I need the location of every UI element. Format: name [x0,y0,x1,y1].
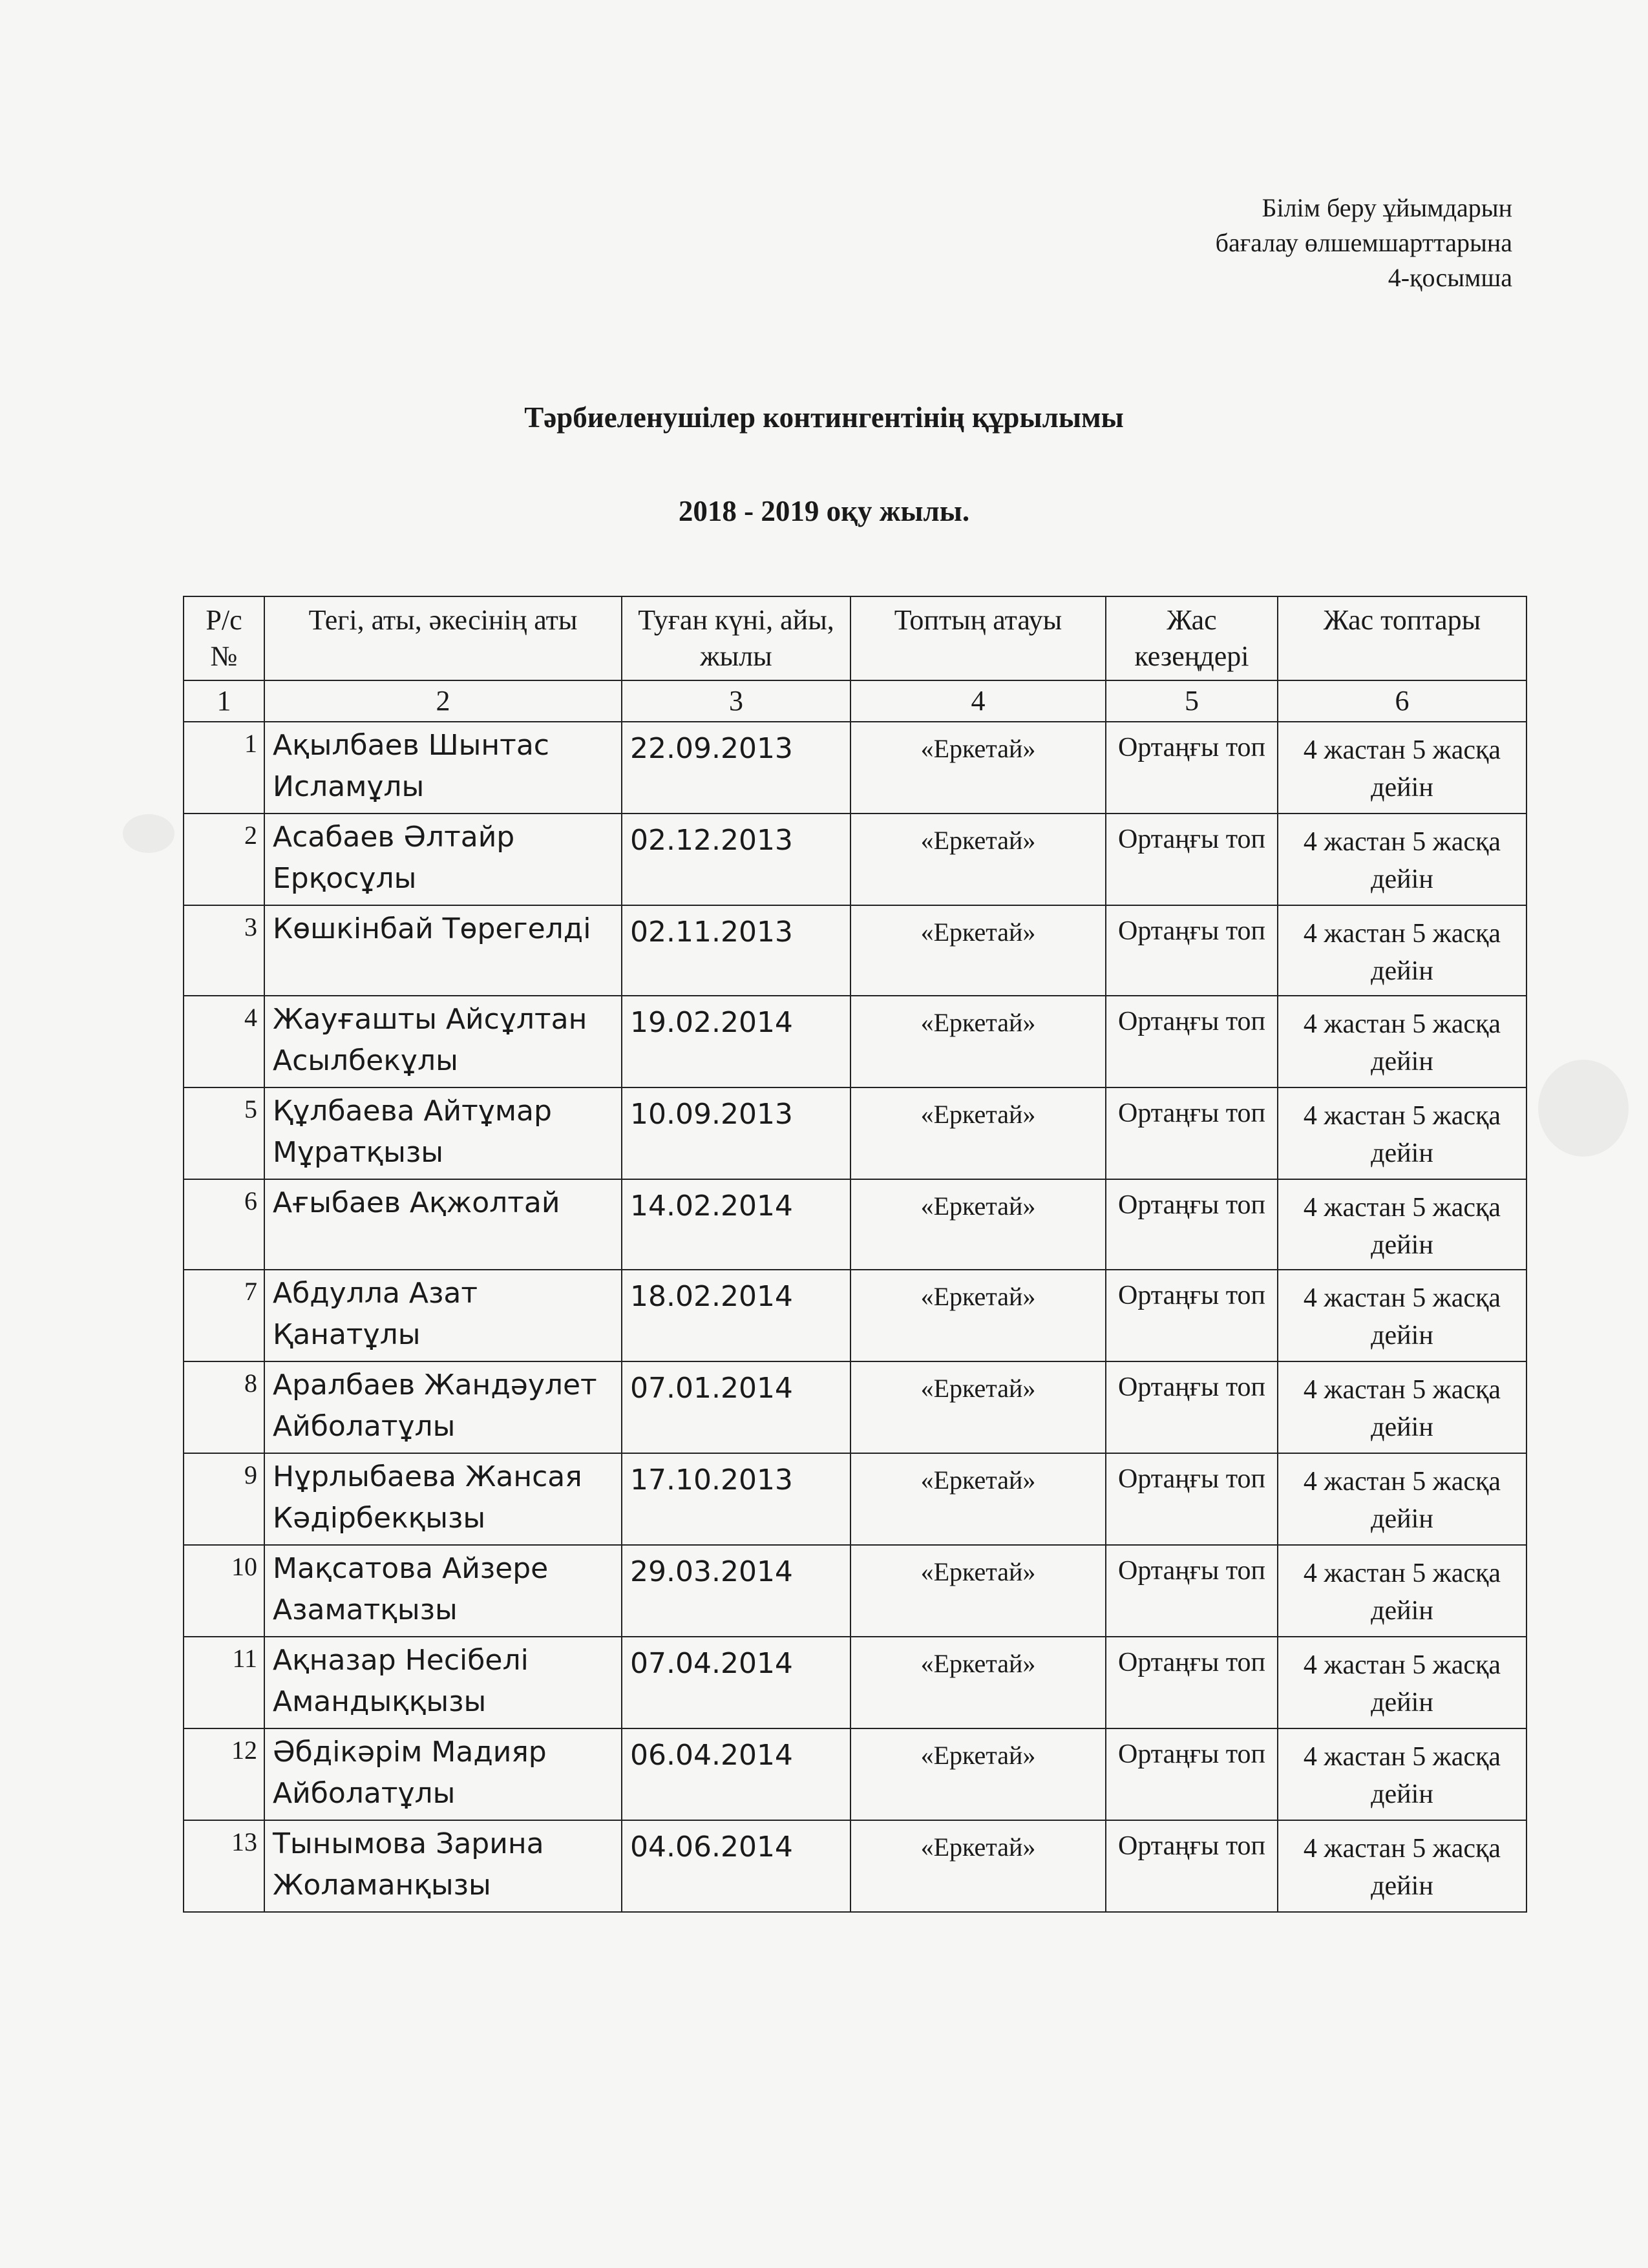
age-period: Ортаңғы топ [1106,1270,1278,1361]
table-row [184,814,1527,905]
group-name: «Еркетай» [850,1545,1106,1637]
row-number: 5 [184,1087,264,1179]
table-row [184,905,1527,996]
age-period: Ортаңғы топ [1106,1087,1278,1179]
birth-date: 04.06.2014 [622,1820,850,1912]
birth-date: 02.12.2013 [622,814,850,905]
child-name: Нұрлыбаева Жансая Кәдірбекқызы [264,1453,622,1545]
age-period: Ортаңғы топ [1106,1545,1278,1637]
birth-date: 02.11.2013 [622,905,850,996]
scan-smudge [1538,1060,1629,1157]
row-number: 11 [184,1637,264,1728]
age-group: 4 жастан 5 жасқа дейін [1278,722,1527,814]
table-header-row [184,596,1527,680]
group-name: «Еркетай» [850,905,1106,996]
child-name: Абдулла Азат Қанатұлы [264,1270,622,1361]
table-row [184,1637,1527,1728]
table-row [184,1545,1527,1637]
group-name: «Еркетай» [850,1453,1106,1545]
birth-date: 07.01.2014 [622,1361,850,1453]
child-name: Тынымова Зарина Жоламанқызы [264,1820,622,1912]
age-group: 4 жастан 5 жасқа дейін [1278,1179,1527,1270]
row-number: 13 [184,1820,264,1912]
age-group: 4 жастан 5 жасқа дейін [1278,905,1527,996]
age-period: Ортаңғы топ [1106,1637,1278,1728]
birth-date: 22.09.2013 [622,722,850,814]
age-group: 4 жастан 5 жасқа дейін [1278,1637,1527,1728]
appendix-note-line: Білім беру ұйымдарын [1262,193,1512,222]
age-group: 4 жастан 5 жасқа дейін [1278,1545,1527,1637]
child-name: Құлбаева Айтұмар Мұратқызы [264,1087,622,1179]
age-period: Ортаңғы топ [1106,1179,1278,1270]
age-period: Ортаңғы топ [1106,1820,1278,1912]
group-name: «Еркетай» [850,1728,1106,1820]
birth-date: 14.02.2014 [622,1179,850,1270]
column-number: 6 [1278,680,1527,722]
row-number: 4 [184,996,264,1087]
table-row [184,1820,1527,1912]
group-name: «Еркетай» [850,1361,1106,1453]
birth-date: 29.03.2014 [622,1545,850,1637]
column-number: 2 [264,680,622,722]
age-group: 4 жастан 5 жасқа дейін [1278,814,1527,905]
group-name: «Еркетай» [850,814,1106,905]
group-name: «Еркетай» [850,1087,1106,1179]
row-number: 1 [184,722,264,814]
child-name: Әбдікәрім Мадияр Айболатұлы [264,1728,622,1820]
appendix-note [1216,191,1512,295]
group-name: «Еркетай» [850,996,1106,1087]
birth-date: 07.04.2014 [622,1637,850,1728]
row-number: 3 [184,905,264,996]
age-period: Ортаңғы топ [1106,1453,1278,1545]
header-period: Жас кезеңдері [1106,596,1278,680]
birth-date: 18.02.2014 [622,1270,850,1361]
group-name: «Еркетай» [850,1637,1106,1728]
header-age-group: Жас топтары [1278,596,1527,680]
age-period: Ортаңғы топ [1106,1361,1278,1453]
child-name: Жауғашты Айсұлтан Асылбекұлы [264,996,622,1087]
group-name: «Еркетай» [850,1179,1106,1270]
table-row [184,1087,1527,1179]
header-group: Топтың атауы [850,596,1106,680]
age-period: Ортаңғы топ [1106,814,1278,905]
header-name: Тегі, аты, әкесінің аты [264,596,622,680]
row-number: 7 [184,1270,264,1361]
age-period: Ортаңғы топ [1106,722,1278,814]
row-number: 10 [184,1545,264,1637]
birth-date: 06.04.2014 [622,1728,850,1820]
table-row [184,722,1527,814]
child-name: Мақсатова Айзере Азаматқызы [264,1545,622,1637]
table-row [184,1179,1527,1270]
child-name: Асабаев Әлтайр Ерқосұлы [264,814,622,905]
table-row [184,1270,1527,1361]
group-name: «Еркетай» [850,1270,1106,1361]
appendix-note-line: 4-қосымша [1388,263,1512,292]
header-birth: Туған күні, айы, жылы [622,596,850,680]
column-number-row [184,680,1527,722]
document-subtitle: 2018 - 2019 оқу жылы. [678,495,970,527]
appendix-note-line: бағалау өлшемшарттарына [1215,228,1512,257]
age-group: 4 жастан 5 жасқа дейін [1278,996,1527,1087]
row-number: 12 [184,1728,264,1820]
age-period: Ортаңғы топ [1106,996,1278,1087]
table-row [184,996,1527,1087]
row-number: 8 [184,1361,264,1453]
column-number: 4 [850,680,1106,722]
age-group: 4 жастан 5 жасқа дейін [1278,1453,1527,1545]
child-name: Ақназар Несібелі Амандыққызы [264,1637,622,1728]
age-group: 4 жастан 5 жасқа дейін [1278,1728,1527,1820]
child-name: Аралбаев Жандәулет Айболатұлы [264,1361,622,1453]
birth-date: 10.09.2013 [622,1087,850,1179]
table-row [184,1361,1527,1453]
scan-smudge [123,814,174,853]
age-group: 4 жастан 5 жасқа дейін [1278,1270,1527,1361]
table-row [184,1728,1527,1820]
child-name: Ағыбаев Ақжолтай [264,1179,622,1270]
roster-table [183,596,1527,1913]
column-number: 5 [1106,680,1278,722]
table-row [184,1453,1527,1545]
document-title: Тәрбиеленушілер контингентінің құрылымы [524,401,1124,434]
age-period: Ортаңғы топ [1106,1728,1278,1820]
column-number: 3 [622,680,850,722]
row-number: 9 [184,1453,264,1545]
birth-date: 17.10.2013 [622,1453,850,1545]
column-number: 1 [184,680,264,722]
birth-date: 19.02.2014 [622,996,850,1087]
child-name: Ақылбаев Шынтас Исламұлы [264,722,622,814]
header-num: Р/с № [184,596,264,680]
group-name: «Еркетай» [850,1820,1106,1912]
age-period: Ортаңғы топ [1106,905,1278,996]
row-number: 2 [184,814,264,905]
age-group: 4 жастан 5 жасқа дейін [1278,1361,1527,1453]
age-group: 4 жастан 5 жасқа дейін [1278,1820,1527,1912]
group-name: «Еркетай» [850,722,1106,814]
age-group: 4 жастан 5 жасқа дейін [1278,1087,1527,1179]
child-name: Көшкінбай Төрегелді [264,905,622,996]
row-number: 6 [184,1179,264,1270]
